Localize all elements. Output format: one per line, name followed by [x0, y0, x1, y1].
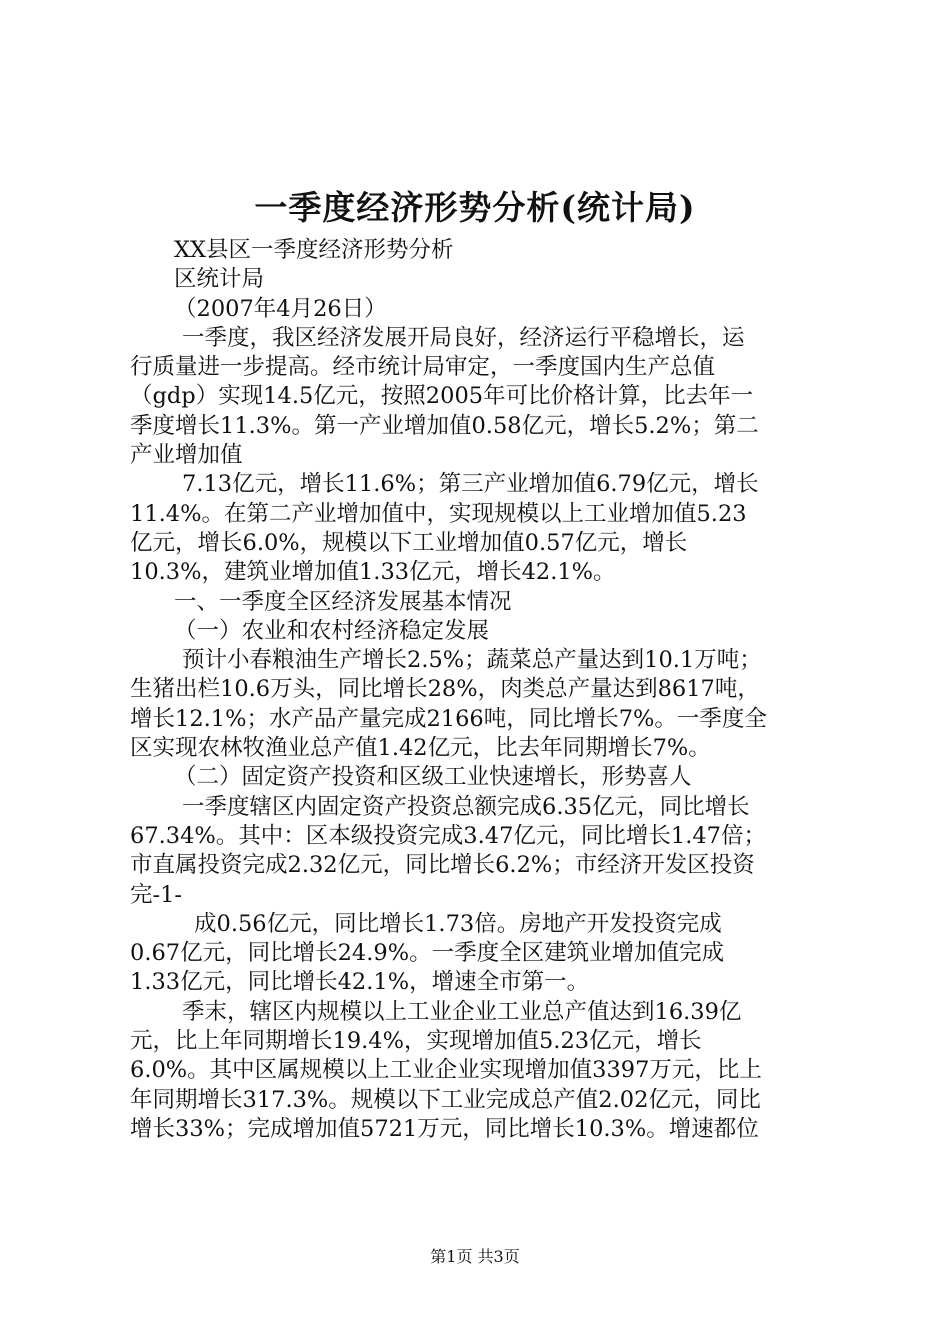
paragraph-line: 市直属投资完成2.32亿元，同比增长6.2%；市经济开发区投资: [130, 852, 755, 879]
subsection-heading: （二）固定资产投资和区级工业快速增长，形势喜人: [174, 764, 692, 791]
paragraph-line: 季度增长11.3%。第一产业增加值0.58亿元，增长5.2%；第二: [130, 412, 759, 439]
paragraph-line: 10.3%，建筑业增加值1.33亿元，增长42.1%。: [130, 559, 616, 586]
paragraph-line: 区实现农林牧渔业总产值1.42亿元，比去年同期增长7%。: [130, 735, 711, 762]
paragraph-line: 生猪出栏10.6万头，同比增长28%，肉类总产量达到8617吨，: [130, 676, 760, 703]
paragraph-line: 一季度，我区经济发展开局良好，经济运行平稳增长，运: [182, 324, 745, 351]
section-heading: 一、一季度全区经济发展基本情况: [174, 588, 512, 615]
author-line: 区统计局: [174, 266, 265, 293]
paragraph-line: 完-1-: [130, 881, 183, 908]
paragraph-line: 增长12.1%；水产品产量完成2166吨，同比增长7%。一季度全: [130, 705, 767, 732]
paragraph-line: 成0.56亿元，同比增长1.73倍。房地产开发投资完成: [194, 910, 722, 937]
paragraph-line: （gdp）实现14.5亿元，按照2005年可比价格计算，比去年一: [130, 383, 754, 410]
paragraph-line: 产业增加值: [130, 442, 243, 469]
paragraph-line: 预计小春粮油生产增长2.5%；蔬菜总产量达到10.1万吨；: [182, 647, 762, 674]
paragraph-line: 增长33%；完成增加值5721万元，同比增长10.3%。增速都位: [130, 1115, 759, 1142]
page-footer: 第1页 共3页: [430, 1247, 520, 1266]
paragraph-line: 11.4%。在第二产业增加值中，实现规模以上工业增加值5.23: [130, 500, 747, 527]
document-body: [130, 236, 830, 1144]
paragraph-line: 季末，辖区内规模以上工业企业工业总产值达到16.39亿: [182, 998, 742, 1025]
subtitle-line: XX县区一季度经济形势分析: [174, 237, 454, 263]
paragraph-line: 7.13亿元，增长11.6%；第三产业增加值6.79亿元，增长: [182, 471, 759, 498]
date-line: （2007年4月26日）: [174, 295, 387, 322]
paragraph-line: 1.33亿元，同比增长42.1%，增速全市第一。: [130, 969, 590, 996]
paragraph-line: 年同期增长317.3%。规模以下工业完成总产值2.02亿元，同比: [130, 1086, 761, 1113]
paragraph-line: 亿元，增长6.0%，规模以下工业增加值0.57亿元，增长: [130, 529, 688, 556]
paragraph-line: 一季度辖区内固定资产投资总额完成6.35亿元，同比增长: [182, 793, 750, 820]
paragraph-line: 元，比上年同期增长19.4%，实现增加值5.23亿元，增长: [130, 1028, 702, 1055]
document-title: 一季度经济形势分析(统计局): [254, 188, 696, 227]
paragraph-line: 6.0%。其中区属规模以上工业企业实现增加值3397万元，比上: [130, 1057, 762, 1084]
subsection-heading: （一）农业和农村经济稳定发展: [174, 617, 490, 644]
paragraph-line: 67.34%。其中：区本级投资完成3.47亿元，同比增长1.47倍；: [130, 822, 766, 849]
paragraph-line: 0.67亿元，同比增长24.9%。一季度全区建筑业增加值完成: [130, 940, 725, 967]
paragraph-line: 行质量进一步提高。经市统计局审定，一季度国内生产总值: [130, 354, 716, 381]
